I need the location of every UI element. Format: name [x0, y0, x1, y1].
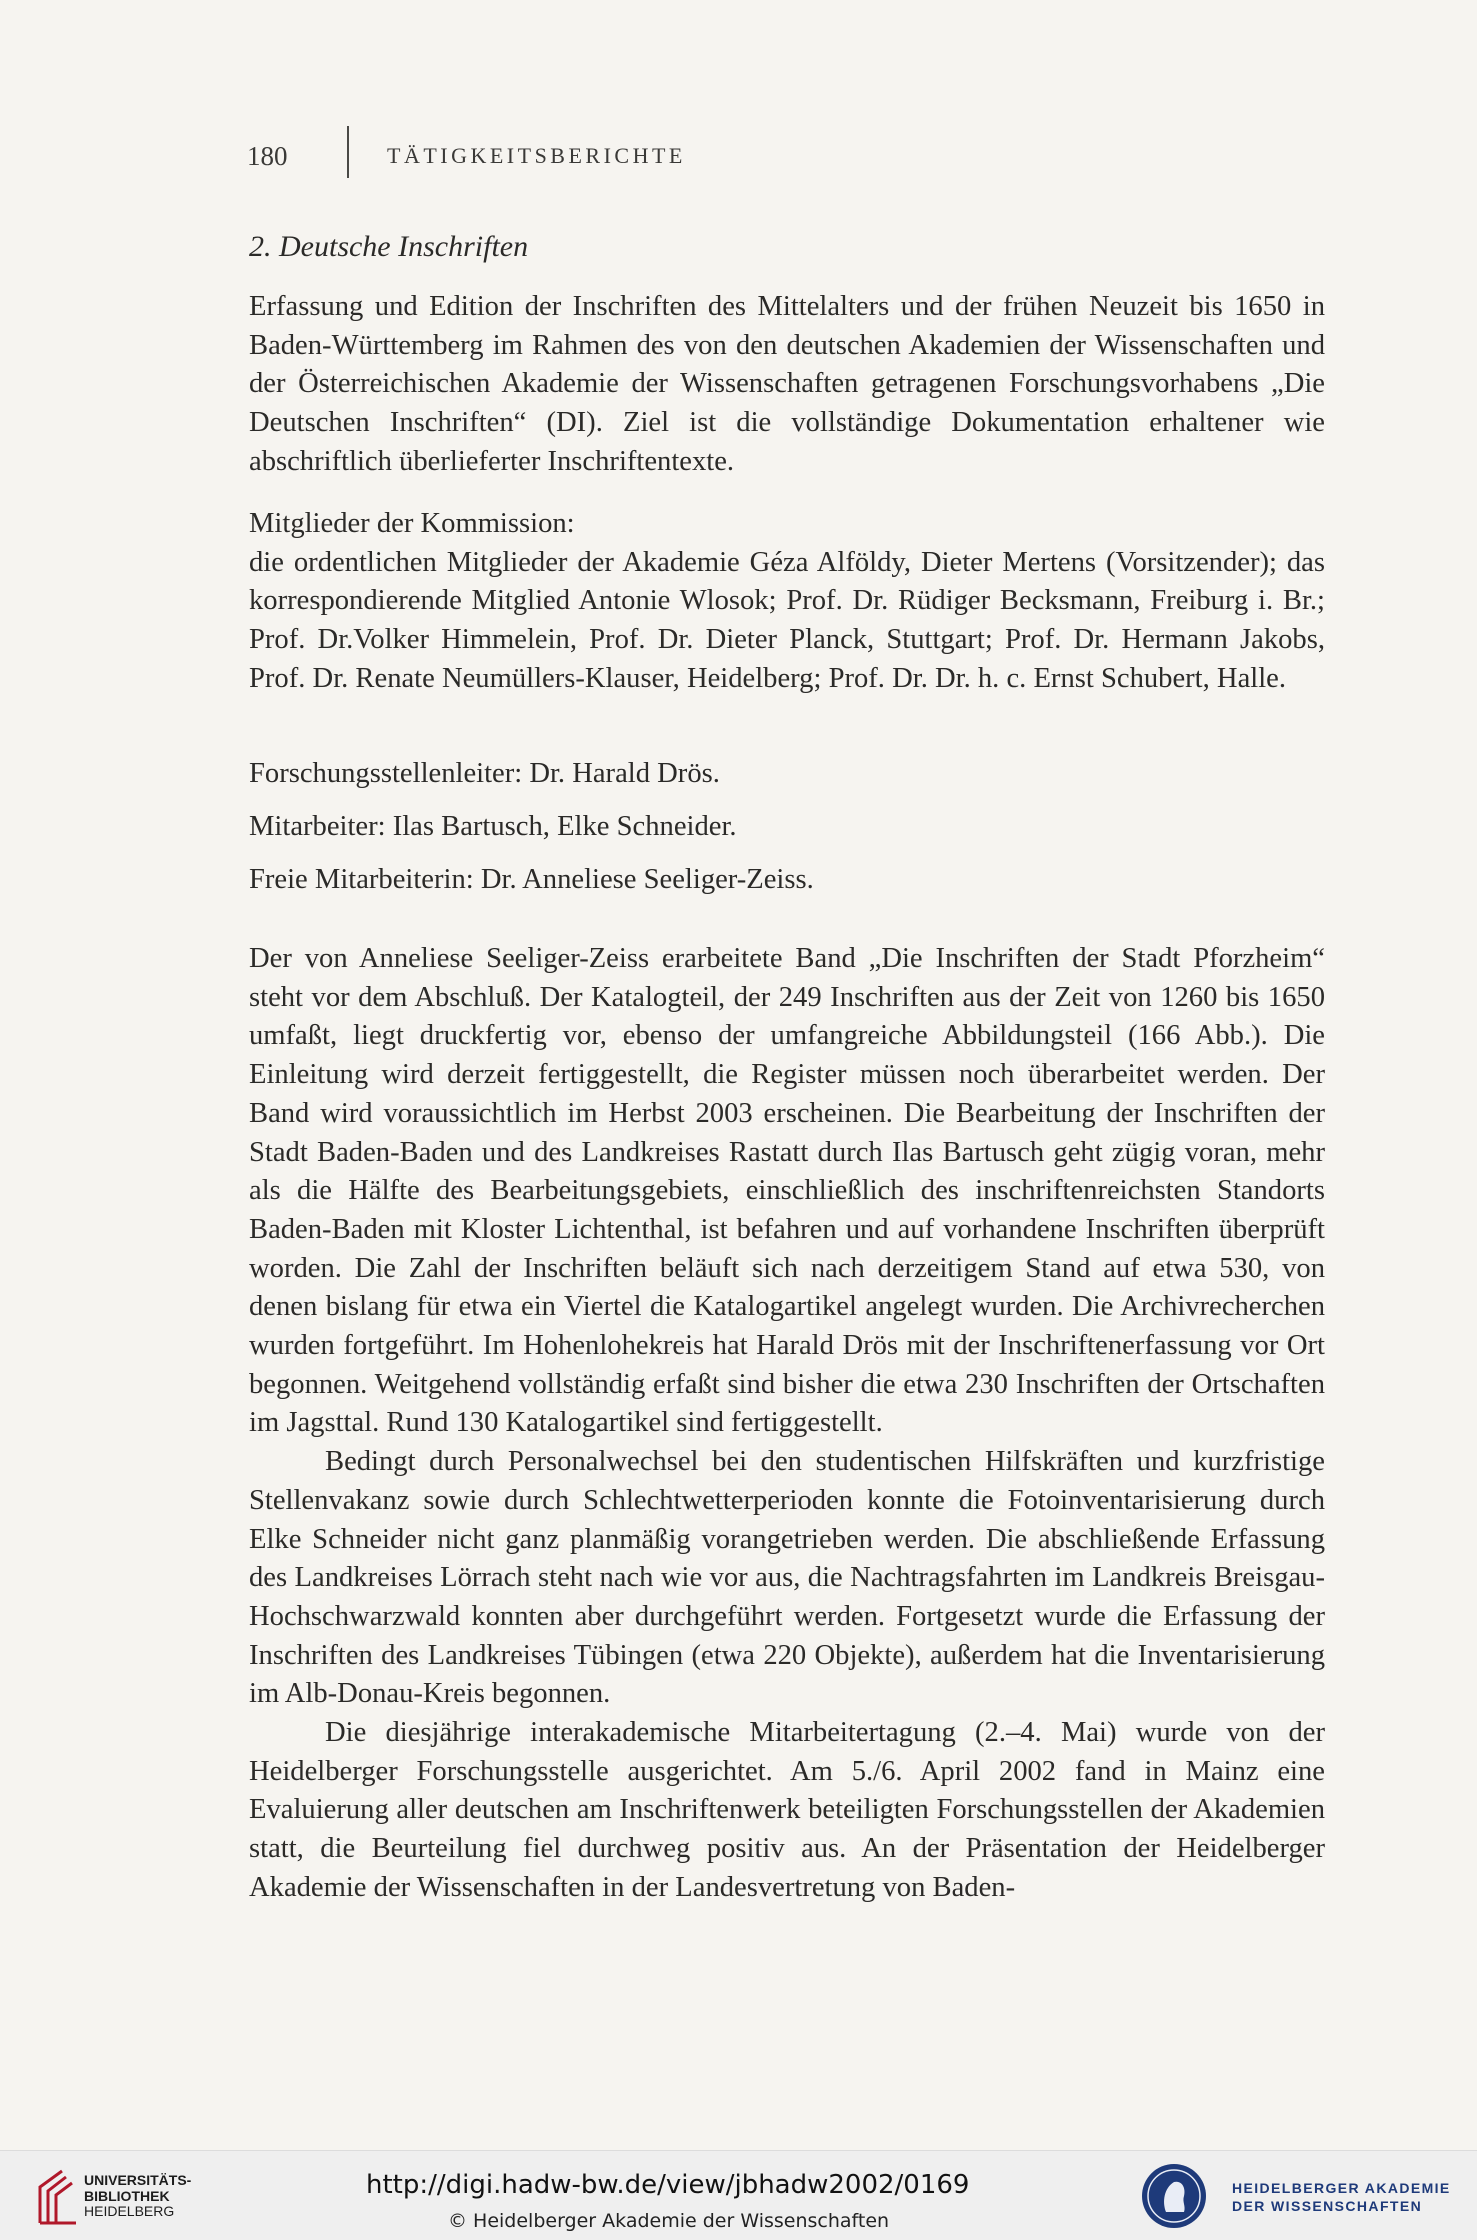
- paragraph-2: Bedingt durch Personalwechsel bei den studentischen Hilfskräften und kurzfristige Stellenvakanz sowie durch Schlechtwetterperioden konnte die Fotoinventarisierung durch Elke Schneider nicht ganz planmäßig vorangetrieben werden. Die abschließende Erfassung des Landkreises Lörrach steht nach wie vor aus, die Nachtragsfahrten im Landkreis Breisgau-Hochschwarzwald konnten aber durchgeführt werden. Fortgesetzt wurde die Erfassung der Inschriften des Landkreises Tübingen (etwa 220 Objekte), außerdem hat die Inventarisierung im Alb-Donau-Kreis begonnen.: [249, 1446, 1325, 1710]
- members-label: Mitglieder der Kommission:: [249, 508, 575, 539]
- university-library-logo-icon: [32, 2165, 92, 2227]
- freelance-line: [249, 861, 1325, 900]
- freelance-text: Freie Mitarbeiterin: Dr. Anneliese Seeliger-Zeiss.: [249, 864, 814, 895]
- intro-paragraph: [249, 288, 1325, 482]
- leader-line: [249, 755, 1325, 794]
- section-heading: 2. Deutsche Inschriften: [249, 230, 529, 263]
- library-line-2: BIBLIOTHEK: [84, 2187, 170, 2204]
- permalink-url[interactable]: http://digi.hadw-bw.de/view/jbhadw2002/0169: [366, 2170, 970, 2200]
- running-title: TÄTIGKEITSBERICHTE: [387, 143, 686, 168]
- page-number: 180: [247, 140, 288, 171]
- paragraph-1: Der von Anneliese Seeliger-Zeiss erarbeitete Band „Die Inschriften der Stadt Pforzheim“ steht vor dem Abschluß. Der Katalogteil, der 249 Inschriften aus der Zeit von 1260 bis 1650 umfaßt, liegt druckfertig vor, ebenso der umfangreiche Abbildungsteil (166 Abb.). Die Einleitung wird derzeit fertiggestellt, die Register müssen noch überarbeitet werden. Der Band wird voraussichtlich im Herbst 2003 erscheinen. Die Bearbeitung der Inschriften der Stadt Baden-Baden und des Landkreises Rastatt durch Ilas Bartusch geht zügig voran, mehr als die Hälfte des Bearbeitungsgebiets, einschließlich des inschriftenreichsten Standorts Baden-Baden mit Kloster Lichtenthal, ist befahren und auf vorhandene Inschriften überprüft worden. Die Zahl der Inschriften beläuft sich nach derzeitigem Stand auf etwa 530, von denen bislang für etwa ein Viertel die Katalogartikel angelegt wurden. Die Archivrecherchen wurden fortgeführt. Im Hohenlohekreis hat Harald Drös mit der Inschriftenerfassung vor Ort begonnen. Weitgehend vollständig erfaßt sind bisher die etwa 230 Inschriften der Ortschaften im Jagsttal. Rund 130 Katalogartikel sind fertiggestellt.: [249, 943, 1325, 1439]
- academy-name: [1232, 2179, 1451, 2215]
- university-library-name: [84, 2173, 191, 2220]
- header-divider: [347, 126, 349, 178]
- members-block: [249, 505, 1325, 699]
- academy-line-1: HEIDELBERGER AKADEMIE: [1232, 2180, 1451, 2196]
- leader-text: Forschungsstellenleiter: Dr. Harald Drös.: [249, 758, 720, 789]
- members-text: die ordentlichen Mitglieder der Akademie Géza Alföldy, Dieter Mertens (Vorsitzender); das korrespondierende Mitglied Antonie Wlosok; Prof. Dr. Rüdiger Becksmann, Freiburg i. Br.; Prof. Dr.Volker Himmelein, Prof. Dr. Dieter Planck, Stuttgart; Prof. Dr. Hermann Jakobs, Prof. Dr. Renate Neumüllers-Klauser, Heidelberg; Prof. Dr. Dr. h. c. Ernst Schubert, Halle.: [249, 546, 1325, 694]
- viewer-footer: [0, 2150, 1477, 2240]
- academy-seal-icon: [1140, 2162, 1208, 2230]
- academy-line-2: DER WISSENSCHAFTEN: [1232, 2198, 1423, 2214]
- copyright-notice: © Heidelberger Akademie der Wissenschaften: [448, 2210, 890, 2232]
- library-line-1: UNIVERSITÄTS-: [84, 2172, 192, 2188]
- staff-line: [249, 808, 1325, 847]
- body-paragraphs: [249, 940, 1325, 1908]
- intro-text: Erfassung und Edition der Inschriften des Mittelalters und der frühen Neuzeit bis 1650 in Baden-Württemberg im Rahmen des von den deutschen Akademien der Wissenschaften und der Österreichischen Akademie der Wissenschaften getragenen Forschungsvorhabens „Die Deutschen Inschriften“ (DI). Ziel ist die vollständige Dokumentation erhaltener wie abschriftlich überlieferter Inschriftentexte.: [249, 291, 1325, 477]
- running-header: [247, 136, 686, 176]
- paragraph-3: Die diesjährige interakademische Mitarbeitertagung (2.–4. Mai) wurde von der Heidelberger Forschungsstelle ausgerichtet. Am 5./6. April 2002 fand in Mainz eine Evaluierung aller deutschen am Inschriftenwerk beteiligten Forschungsstellen der Akademien statt, die Beurteilung fiel durchweg positiv aus. An der Präsentation der Heidelberger Akademie der Wissenschaften in der Landesvertretung von Baden-: [249, 1717, 1325, 1903]
- library-line-3: HEIDELBERG: [84, 2203, 175, 2219]
- staff-text: Mitarbeiter: Ilas Bartusch, Elke Schneider.: [249, 811, 737, 842]
